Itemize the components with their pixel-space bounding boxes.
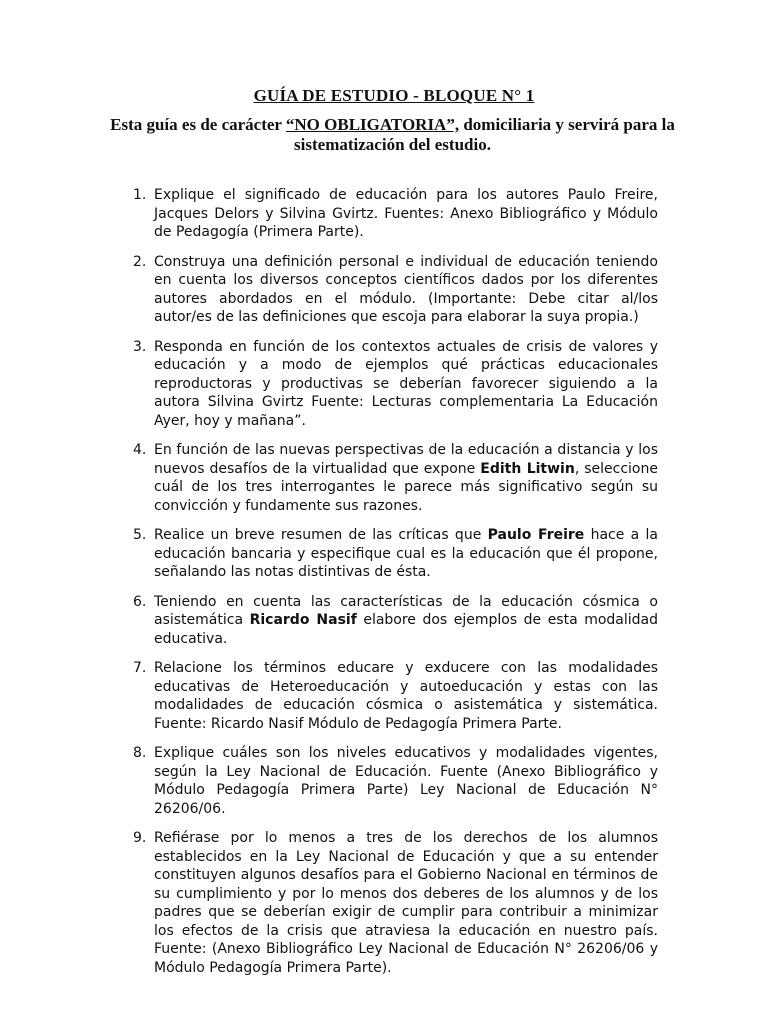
list-item-text: Explique el significado de educación para los autores Paulo Freire, Jacques Delors y Silvina Gvirtz. Fuentes: Anexo Bibliográfico y Módulo de Pedagogía (Primera Parte).: [154, 187, 658, 240]
list-item-number: 8.: [133, 745, 147, 761]
list-item-number: 7.: [133, 660, 147, 676]
list-item-number: 5.: [133, 527, 147, 543]
list-item-number: 6.: [133, 593, 147, 610]
list-item-text: En función de las nuevas perspectivas de la educación a distancia y los nuevos desafíos de la virtualidad que expone: [154, 442, 658, 477]
list-item: [130, 593, 658, 649]
list-item-text: Responda en función de los contextos actuales de crisis de valores y educación y a modo de ejemplos qué prácticas educacionales reproductoras y productivas se deberían favorecer siguiendo a la autora Silvina Gvirtz Fuente: Lecturas complementaria La Educación Ayer, hoy y mañana”.: [154, 338, 658, 429]
author-name: Edith Litwin: [480, 460, 575, 477]
list-item: [130, 829, 658, 977]
list-item-text: hace a la educación bancaria y especifique cual es la educación que él propone, señalando las notas distintivas de ésta.: [154, 527, 659, 580]
list-item-text: Refiérase por lo menos a tres de los derechos de los alumnos establecidos en la Ley Nacional de Educación y que a su entender constituyen algunos desafíos para el Gobierno Nacional en términos de su cumplimiento y por lo menos dos deberes de los alumnos y de los padres que se deberían exigir de cumplir para contribuir a minimizar los efectos de la crisis que atraviesa la educación en nuestro país. Fuente: (Anexo Bibliográfico Ley Nacional de Educación N° 26206/06 y Módulo Pedagogía Primera Parte).: [154, 830, 658, 976]
subtitle-text-before: Esta guía es de carácter: [110, 115, 286, 134]
question-list: [130, 186, 658, 988]
list-item: [130, 441, 658, 515]
list-item-text: Realice un breve resumen de las críticas que: [154, 527, 488, 543]
list-item-text: Relacione los términos educare y exducere con las modalidades educativas de Heteroeducación y autoeducación y estas con las modalidades de educación cósmica o asistemática y sistemática. Fuente: Ricardo Nasif Módulo de Pedagogía Primera Parte.: [154, 660, 658, 732]
list-item: [130, 253, 658, 327]
list-item-text: , seleccione cuál de los tres interrogantes le parece más significativo según su convicción y fundamente sus razones.: [154, 460, 658, 514]
list-item-text: Explique cuáles son los niveles educativos y modalidades vigentes, según la Ley Nacional de Educación. Fuente (Anexo Bibliográfico y Módulo Pedagogía Primera Parte) Ley Nacional de Educación N° 26206/06.: [154, 745, 658, 817]
list-item: [130, 338, 658, 431]
subtitle-emphasis: “NO OBLIGATORIA”,: [285, 115, 460, 134]
subtitle-text-after: domiciliaria y servirá para la sistematización del estudio.: [294, 115, 675, 154]
list-item: [130, 659, 658, 733]
list-item-number: 9.: [133, 830, 147, 846]
list-item-number: 4.: [133, 442, 147, 458]
author-name: Paulo Freire: [487, 527, 585, 543]
list-item: [130, 186, 658, 242]
list-item-text: elabore dos ejemplos de esta modalidad educativa.: [154, 612, 658, 647]
document-subtitle: [100, 115, 685, 155]
list-item-number: 2.: [133, 253, 147, 270]
list-item: [130, 526, 658, 582]
list-item-text: Construya una definición personal e individual de educación teniendo en cuenta los diversos conceptos científicos dados por los diferentes autores abordados en el módulo. (Importante: Debe citar al/los autor/es de las definiciones que escoja para elaborar la suya propia.): [154, 253, 658, 325]
list-item: [130, 744, 658, 818]
document-title: GUÍA DE ESTUDIO - BLOQUE N° 1: [253, 86, 535, 105]
list-item-number: 3.: [133, 338, 147, 355]
list-item-number: 1.: [133, 187, 147, 203]
author-name: Ricardo Nasif: [249, 612, 357, 628]
list-item-text: Teniendo en cuenta las características de la educación cósmica o asistemática: [154, 593, 658, 628]
